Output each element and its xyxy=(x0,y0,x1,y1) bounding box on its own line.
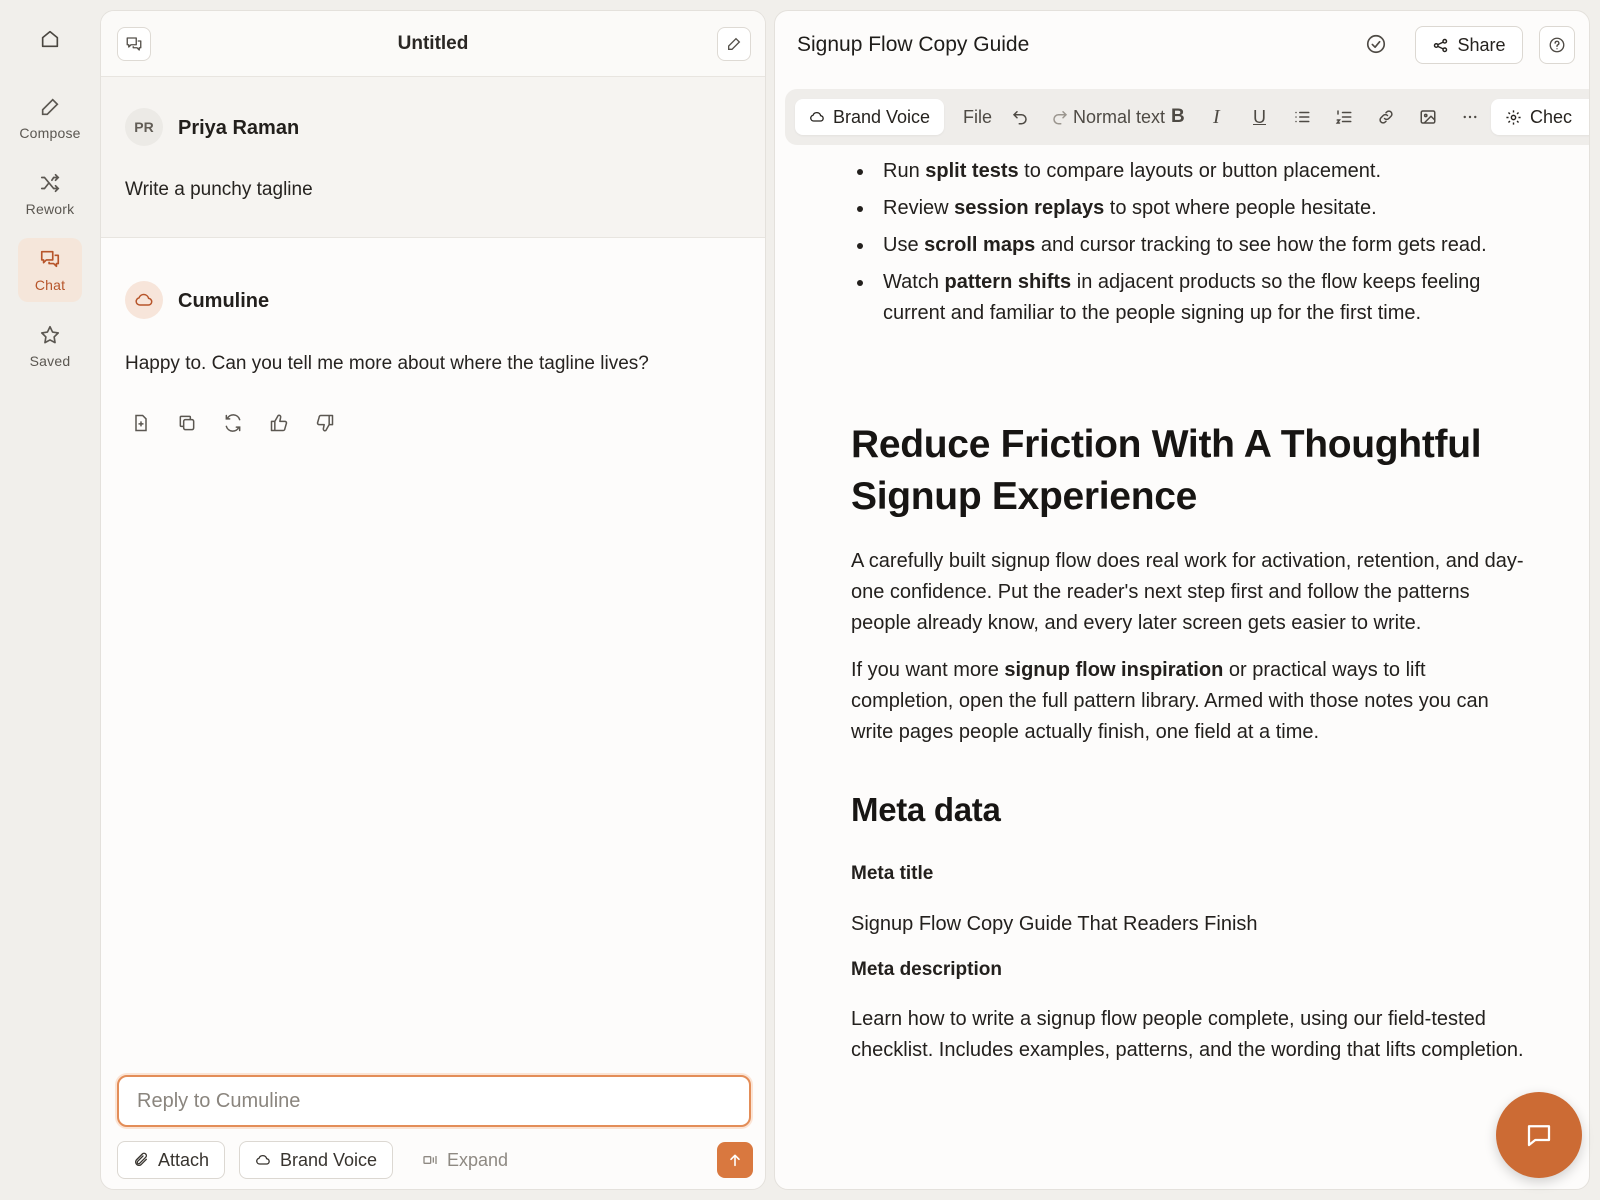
regenerate-icon[interactable] xyxy=(221,411,245,435)
meta-title-text: Signup Flow Copy Guide That Readers Finish xyxy=(851,913,1258,935)
share-button[interactable] xyxy=(1415,26,1523,64)
rail-item-chat[interactable] xyxy=(18,238,82,302)
paragraph: If you want more signup flow inspiration or practical ways to lift completion, open the full pattern library. Armed with those notes you can write pages people actually finish, one field at a time. xyxy=(851,659,1489,743)
attach-label: Attach xyxy=(158,1149,210,1170)
redo-icon[interactable] xyxy=(1051,99,1069,135)
share-label: Share xyxy=(1457,34,1506,55)
list-item: Run split tests to compare layouts or button placement. xyxy=(883,156,1523,187)
assistant-avatar xyxy=(125,281,163,319)
chat-fab-button[interactable] xyxy=(1496,1092,1582,1178)
chat-panel xyxy=(100,10,766,1190)
brand-voice-button[interactable] xyxy=(239,1141,393,1179)
share-icon xyxy=(1432,37,1449,54)
user-message xyxy=(101,77,765,238)
attach-button[interactable] xyxy=(117,1141,225,1179)
expand-icon xyxy=(422,1152,438,1168)
more-icon[interactable] xyxy=(1461,99,1479,135)
home-icon[interactable] xyxy=(36,25,64,53)
brand-voice-toolbar-button[interactable] xyxy=(795,99,944,135)
cloud-icon xyxy=(134,290,154,310)
rail-item-compose[interactable] xyxy=(18,86,82,150)
expand-label: Expand xyxy=(447,1149,509,1170)
chat-header xyxy=(101,11,765,77)
reply-input[interactable] xyxy=(119,1077,749,1125)
document-body[interactable] xyxy=(775,151,1590,1190)
help-button[interactable] xyxy=(1539,26,1575,64)
meta-description-text: Learn how to write a signup flow people complete, using our field-tested checklist. Includes examples, patterns, and the wording that lifts completion. xyxy=(851,1008,1524,1061)
list-item: Use scroll maps and cursor tracking to see how the form gets read. xyxy=(883,230,1523,261)
brand-voice-icon xyxy=(809,109,825,125)
star-icon xyxy=(39,324,61,346)
copy-icon[interactable] xyxy=(175,411,199,435)
thumbs-up-icon[interactable] xyxy=(267,411,291,435)
check-circle-icon[interactable] xyxy=(1365,33,1387,55)
pencil-icon xyxy=(39,96,61,118)
paperclip-icon xyxy=(133,1152,149,1168)
pencil-icon xyxy=(726,36,742,52)
paragraph: A carefully built signup flow does real work for activation, retention, and day-one confidence. Put the reader's next step first and follow the patterns people already know, and every later screen gets easier to write. xyxy=(851,550,1524,634)
brand-voice-label: Brand Voice xyxy=(280,1149,378,1170)
meta-heading: Meta data xyxy=(851,791,1001,828)
assistant-message-text: Happy to. Can you tell me more about where the tagline lives? xyxy=(125,353,649,374)
underline-button[interactable]: U xyxy=(1253,106,1266,127)
avatar: PR xyxy=(125,108,163,146)
rail-item-saved[interactable] xyxy=(18,314,82,378)
chat-icon xyxy=(1524,1120,1554,1150)
link-icon[interactable] xyxy=(1377,99,1395,135)
image-icon[interactable] xyxy=(1419,99,1437,135)
list-item: Review session replays to spot where people hesitate. xyxy=(883,193,1523,224)
brand-voice-icon xyxy=(255,1152,271,1168)
assistant-name: Cumuline xyxy=(178,290,270,312)
new-chat-button[interactable] xyxy=(717,27,751,61)
bullet-list-icon[interactable] xyxy=(1293,99,1311,135)
insert-to-doc-icon[interactable] xyxy=(129,411,153,435)
arrow-up-icon xyxy=(727,1152,743,1168)
list-item: Watch pattern shifts in adjacent products so the flow keeps feeling current and familiar to the people signing up for the first time. xyxy=(883,267,1523,329)
text-style-select[interactable]: Normal text xyxy=(1073,106,1166,127)
shuffle-icon xyxy=(39,172,61,194)
check-toolbar-label: Chec xyxy=(1530,106,1573,127)
file-menu[interactable]: File xyxy=(963,106,993,127)
rail-item-label: Rework xyxy=(25,200,75,217)
help-icon xyxy=(1548,36,1566,54)
check-toolbar-button[interactable] xyxy=(1491,99,1590,135)
reply-input-box xyxy=(117,1075,751,1127)
left-rail xyxy=(0,0,100,1200)
italic-button[interactable]: I xyxy=(1213,105,1220,128)
bullet-list xyxy=(883,156,1523,335)
meta-description-label: Meta description xyxy=(851,959,1002,980)
bold-button[interactable]: B xyxy=(1171,106,1185,127)
section-heading: Reduce Friction With A Thoughtful Signup Experience xyxy=(851,423,1482,518)
gear-icon xyxy=(1505,109,1522,126)
editor-toolbar xyxy=(785,89,1590,145)
rail-item-label: Saved xyxy=(29,352,71,369)
numbered-list-icon[interactable] xyxy=(1335,99,1353,135)
thumbs-down-icon[interactable] xyxy=(313,411,337,435)
expand-button[interactable] xyxy=(407,1141,523,1179)
message-actions xyxy=(129,411,337,435)
meta-title-label: Meta title xyxy=(851,863,934,884)
rail-item-label: Compose xyxy=(19,124,81,141)
chat-icon xyxy=(39,248,61,270)
document-title: Signup Flow Copy Guide xyxy=(797,33,1030,56)
document-panel xyxy=(774,10,1590,1190)
chat-title: Untitled xyxy=(397,33,469,54)
rail-item-label: Chat xyxy=(34,276,66,293)
brand-voice-toolbar-label: Brand Voice xyxy=(833,106,931,127)
undo-icon[interactable] xyxy=(1011,99,1029,135)
send-button[interactable] xyxy=(717,1142,753,1178)
user-message-text: Write a punchy tagline xyxy=(125,179,313,200)
user-name: Priya Raman xyxy=(178,117,300,139)
rail-item-rework[interactable] xyxy=(18,162,82,226)
